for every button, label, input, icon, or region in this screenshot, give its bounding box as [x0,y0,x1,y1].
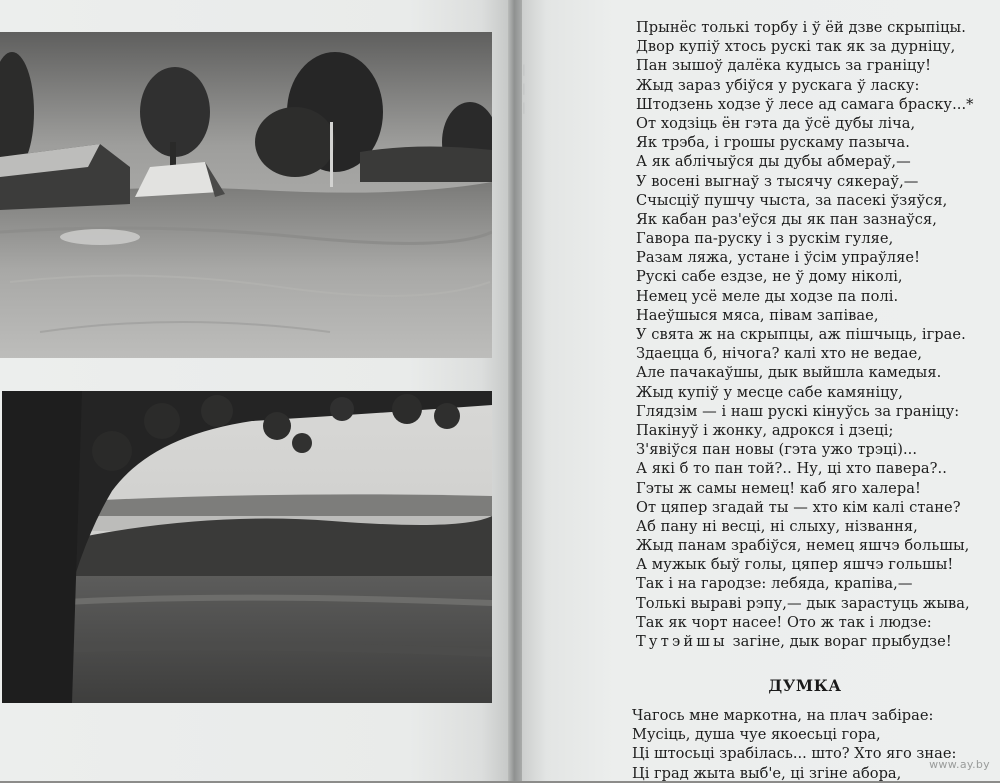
photo-icon [0,32,492,358]
watermark: www.ay.by [929,758,990,771]
poem-line: Рускі сабе ездзе, не ў дому ніколі, [636,268,903,286]
poem-line: Пан зышоў далёка кудысь за граніцу! [636,57,932,75]
poem-line: Счысціў пушчу чыста, за пасекі ўзяўся, [636,191,948,209]
poem-line: Жыд зараз убіўся у рускага ў ласку: [636,76,920,94]
poem-line: З'явіўся пан новы (гэта ужо трэці)... [636,441,918,459]
poem-line: Жыд купіў у месце сабе камяніцу, [636,383,903,401]
poem-line: Наеўшыся мяса, півам запівае, [636,306,879,324]
poem-line: Штодзень ходзе ў лесе ад самага браску...* [636,95,974,113]
poem-line: Гавора па-руску і з рускім гуляе, [636,230,894,248]
poem-line: А як аблічыўся ды дубы абмераў,— [636,153,911,171]
second-poem-line: Мусіць, душа чуе якоесьці гора, [632,726,881,744]
photo-icon [2,391,492,703]
poem-line: Як трэба, і грошы рускаму пазыча. [636,134,910,152]
poem-line: Здаецца б, нічога? калі хто не ведае, [636,345,923,363]
poem-line: Глядзім — і наш рускі кінуўсь за граніцу: [636,402,960,420]
bleed-through-marks: | | | [522,63,526,114]
poem-line: Разам ляжа, устане і ўсім упраўляе! [636,249,920,267]
emphasized-word: Тутэйшы [636,633,728,650]
village-landscape-photo [0,32,492,358]
lake-landscape-photo [2,391,492,703]
poem-line: Немец усё меле ды ходзе па полі. [636,287,899,305]
second-poem-line: Чагось мне маркотна, на плач забірае: [632,707,934,724]
poem-line: Жыд панам зрабіўся, немец яшчэ большы, [636,537,970,555]
poem-title: ДУМКА [768,676,842,695]
poem-line: Як кабан раз'еўся ды як пан зазнаўся, [636,210,937,228]
poem-line: У восені выгнаў з тысячу сякераў,— [636,172,919,190]
poem-line-final [636,632,986,651]
poem-line: А мужык быў голы, цяпер яшчэ гольшы! [636,556,954,574]
poem-line: От цяпер згадай ты — хто кім калі стане? [636,498,961,516]
book-gutter [508,0,522,781]
poem-line: Гэты ж самы немец! каб яго халера! [636,479,921,497]
poem-line: Так і на гародзе: лебяда, крапіва,— [636,575,913,593]
poem-line: Так як чорт насее! Ото ж так і людзе: [636,613,932,631]
poem-line: Пакінуў і жонку, адрокся і дзеці; [636,421,894,439]
second-poem-line: Ці штосьці зрабілась... што? Хто яго знае: [632,745,957,763]
poem-line-rest: загіне, дык вораг прыбудзе! [727,633,952,650]
poem-line: Двор купіў хтось рускі так як за дурніцу, [636,38,956,56]
poem-text-block [636,18,986,651]
poem-line: От ходзіць ён гэта да ўсё дубы ліча, [636,114,916,132]
poem-line: Прынёс толькі торбу і ў ёй дзве скрыпіцы. [636,19,966,36]
poem-line: Толькі выраві рэпу,— дык зарастуць жыва, [636,594,970,612]
second-poem-text-block [632,706,982,783]
second-poem-line: Ці град жыта выб'е, ці згіне абора, [632,764,902,782]
poem-line: Аб пану ні весці, ні слыху, нізвання, [636,517,918,535]
poem-line: А які б то пан той?.. Ну, ці хто павера?.. [636,460,947,478]
poem-line: Але пачакаўшы, дык выйшла камедыя. [636,364,942,382]
poem-line: У свята ж на скрыпцы, аж пішчыць, іграе. [636,326,966,343]
